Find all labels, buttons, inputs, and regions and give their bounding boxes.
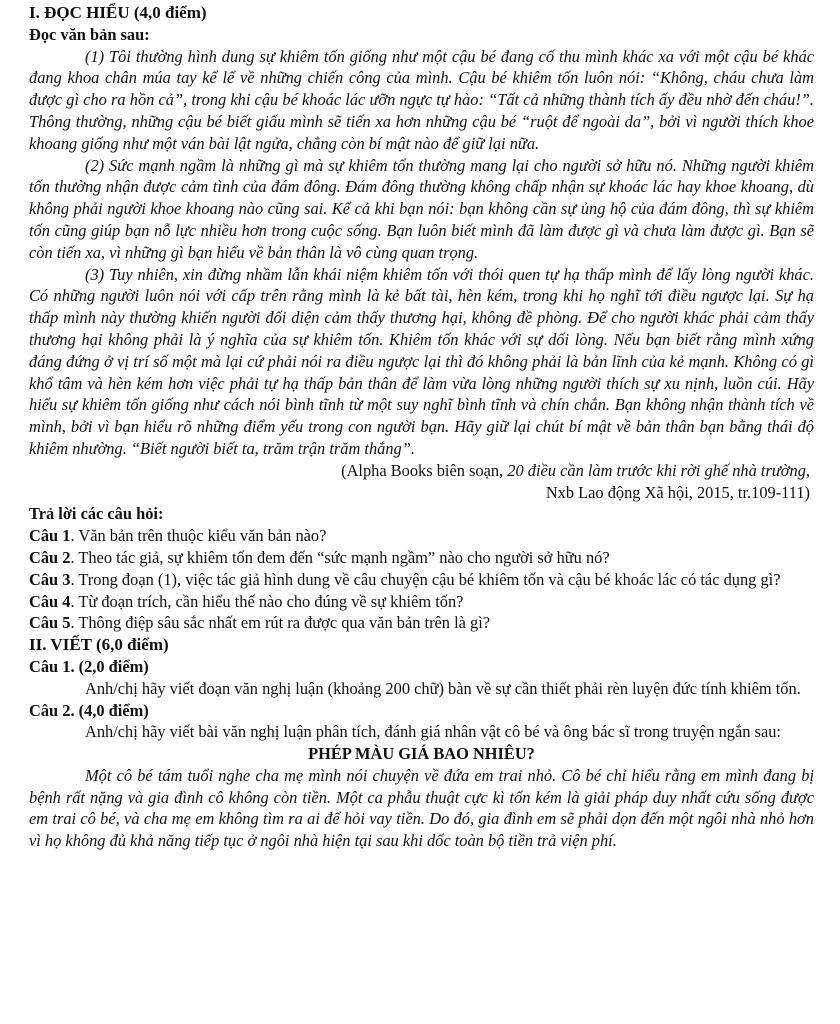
question-3-label: Câu 3 [29,569,71,589]
writing-question-1-text: Anh/chị hãy viết đoạn văn nghị luận (khoảng 200 chữ) bàn về sự cần thiết phải rèn luyện đức tính khiêm tốn. [85,678,801,698]
question-1-label: Câu 1 [29,526,71,546]
question-4 [29,591,814,613]
writing-question-2-label: Câu 2. (4,0 điểm) [29,700,149,720]
passage-paragraph-2: (2) Sức mạnh ngầm là những gì mà sự khiêm tốn thường mang lại cho người sở hữu nó. Những người khiêm tốn thường nhận được cảm tình của đám đông. Đám đông thường không chấp nhận sự khoác lác hay khoe khoang, dù không phải người khoe khoang nào cũng sai. Kể cả khi bạn nói: bạn không cần sự ủng hộ của đám đông, thì sự khiêm tốn cũng giúp bạn nỗ lực nhiều hơn trong cuộc sống. Bạn luôn biết mình đã làm được gì và chưa làm được gì. Bạn sẽ còn tiến xa, vì những gì bạn hiểu về bản thân là vô cùng quan trọng. [29,155,814,262]
question-3-text: . Trong đoạn (1), việc tác giả hình dung về câu chuyện cậu bé khiêm tốn và cậu bé khoác lác có tác dụng gì? [70,569,781,589]
story-title: PHÉP MÀU GIÁ BAO NHIÊU? [308,744,535,764]
question-2 [29,547,814,569]
source-prefix: (Alpha Books biên soạn, [341,460,508,480]
answer-label: Trả lời các câu hỏi: [29,504,164,524]
source-book-title: 20 điều cần làm trước khi rời ghế nhà trường, [507,460,810,480]
question-5-text: . Thông điệp sâu sắc nhất em rút ra được qua văn bản trên là gì? [70,613,491,633]
question-5 [29,612,814,634]
writing-question-1-label: Câu 1. (2,0 điểm) [29,656,149,676]
question-2-text: . Theo tác giả, sự khiêm tốn đem đến “sức mạnh ngầm” nào cho người sở hữu nó? [70,547,610,567]
section2-heading: II. VIẾT (6,0 điểm) [29,635,169,655]
story-text: Một cô bé tám tuổi nghe cha mẹ mình nói chuyện về đứa em trai nhỏ. Cô bé chỉ hiểu rằng em mình đang bị bệnh rất nặng và gia đình cô không còn tiền. Một ca phẫu thuật cực kì tốn kém là giải pháp duy nhất cứu sống được em trai cô bé, và cha mẹ em không tìm ra ai để hỏi vay tiền. Do đó, gia đình em sẽ phải dọn đến một ngôi nhà nhỏ hơn vì họ không đủ khả năng tiếp tục ở ngôi nhà hiện tại sau khi dốc toàn bộ tiền trả viện phí. [29,765,814,851]
read-label: Đọc văn bản sau: [29,24,150,44]
question-1 [29,525,814,547]
source-publisher: Nxb Lao động Xã hội, 2015, tr.109-111) [545,482,810,502]
question-5-label: Câu 5 [29,613,71,633]
question-4-label: Câu 4 [29,591,71,611]
section1-heading: I. ĐỌC HIỂU (4,0 điểm) [29,3,207,22]
writing-question-2-text: Anh/chị hãy viết bài văn nghị luận phân tích, đánh giá nhân vật cô bé và ông bác sĩ trong truyện ngắn sau: [85,722,781,742]
question-4-text: . Từ đoạn trích, cần hiểu thế nào cho đúng về sự khiêm tốn? [70,591,464,611]
passage-paragraph-1: (1) Tôi thường hình dung sự khiêm tốn giống như một cậu bé đang cố thu mình khác xa với một cậu bé khác đang khoa chân múa tay kể lể về những chiến công của mình. Cậu bé khiêm tốn luôn nói: “Không, cháu chưa làm được gì cho ra hồn cả”, trong khi cậu bé khoác lác ưỡn ngực tự hào: “Tất cả những thành tích ấy đều nhờ đến cháu!”. Thông thường, những cậu bé biết giấu mình sẽ tiến xa hơn những cậu bé “ruột để ngoài da”, bởi vì người thích khoe khoang giống như một ván bài lật ngửa, chẳng còn bí mật nào để giữ lại nữa. [29,46,814,153]
source-citation [29,460,814,482]
question-1-text: . Văn bản trên thuộc kiểu văn bản nào? [70,526,327,546]
question-2-label: Câu 2 [29,547,71,567]
passage-paragraph-3: (3) Tuy nhiên, xin đừng nhầm lẫn khái niệm khiêm tốn với thói quen tự hạ thấp mình để lấy lòng người khác. Có những người luôn nói với cấp trên rằng mình là kẻ bất tài, hèn kém, trong khi họ nghĩ tới điều ngược lại. Sự hạ thấp mình này thường khiến người đối diện cảm thấy thương hại, không đề phòng. Để cho người khác phải cảm thấy thương hại không phải là ý nghĩa của sự khiêm tốn. Khiêm tốn khác với sự dối lòng. Nếu bạn biết rằng mình xứng đáng đứng ở vị trí số một mà lại cứ phải nói ra điều ngược lại thì đó không phải là bản lĩnh của kẻ mạnh. Không có gì khổ tâm và hèn kém hơn việc phải tự hạ thấp bản thân để làm vừa lòng những người thích sự xu nịnh, luồn cúi. Hãy hiểu sự khiêm tốn giống như cách nói bình tĩnh từ một suy nghĩ bình tĩnh và chín chắn. Bạn không nhận thành tích về mình, bởi vì bạn hiểu rõ những điểm yếu trong con người bạn. Hãy giữ lại chút bí mật về bản thân bạn bằng thái độ khiêm nhường. “Biết người biết ta, trăm trận trăm thắng”. [29,264,814,458]
question-3 [29,569,814,591]
